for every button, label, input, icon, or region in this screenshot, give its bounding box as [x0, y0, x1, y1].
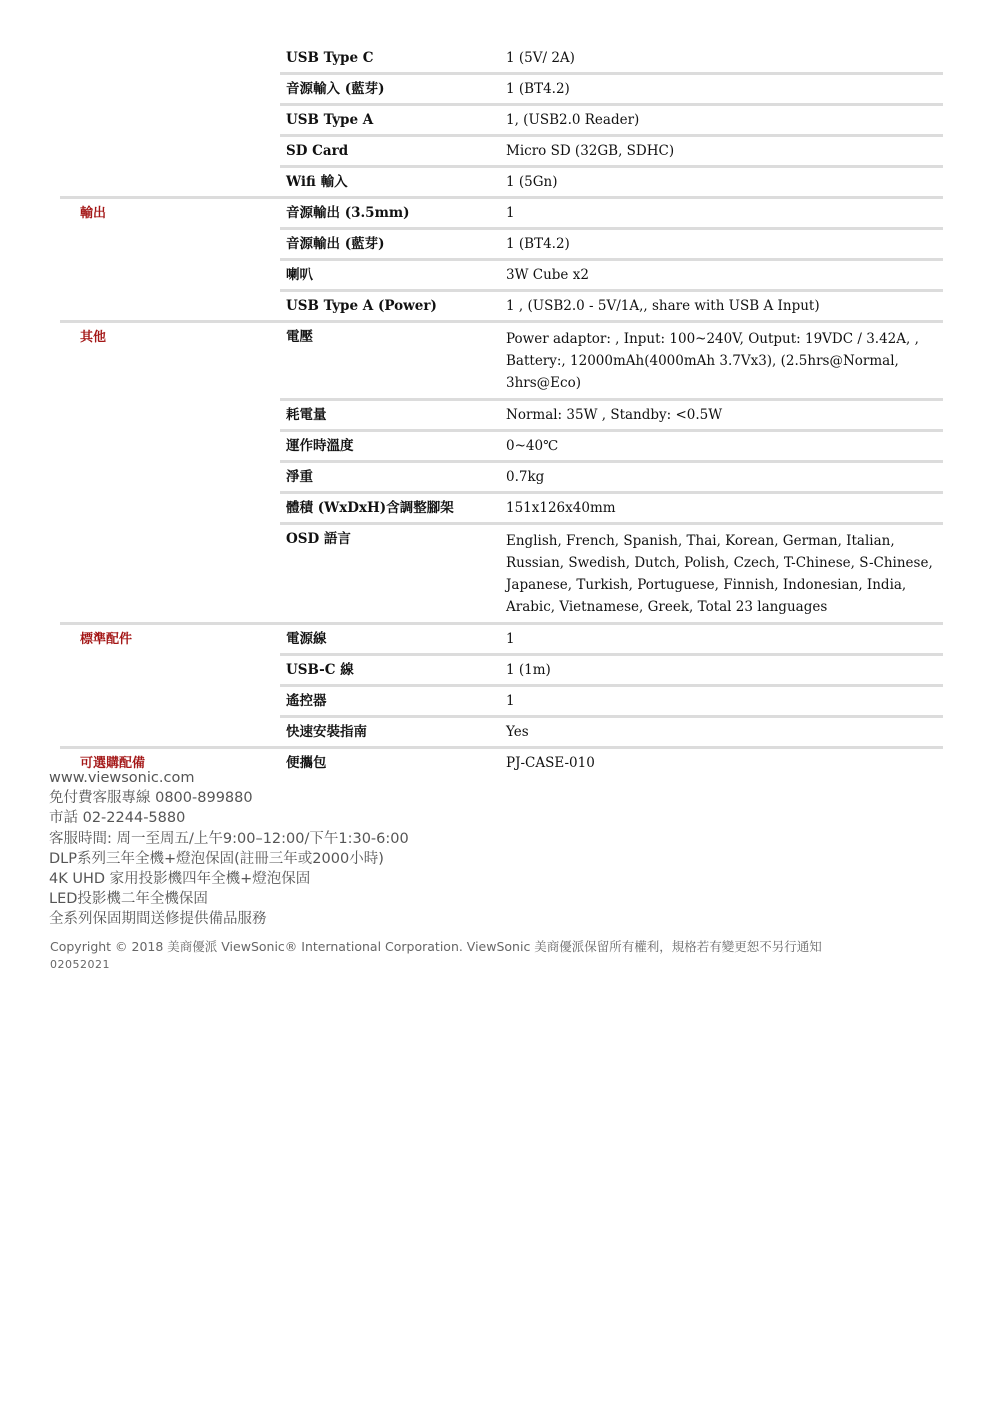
spec-label: 喇叭 [286, 267, 313, 283]
spec-row [280, 684, 943, 715]
spec-value: 1 (5V/ 2A) [506, 50, 575, 66]
spec-category-label [60, 44, 280, 196]
spec-row [280, 460, 943, 491]
spec-row [280, 103, 943, 134]
spec-value: English, French, Spanish, Thai, Korean, German, Italian, Russian, Swedish, Dutch, Polish, Czech, T-Chinese, S-Chinese, Japanese, Turkish, Portuguese, Finnish, Indonesian, India, Arabic, Vietnamese, Greek, Total 23 languages [506, 533, 933, 615]
spec-group [60, 44, 943, 196]
service-hours-text: 客服時間: 周一至周五/上午9:00–12:00/下午1:30-6:00 [49, 830, 409, 847]
spec-label: OSD 語言 [286, 531, 351, 547]
spec-label: 音源輸出 (藍芽) [286, 236, 385, 252]
contact-info [49, 768, 409, 930]
spec-row [280, 227, 943, 258]
spec-row [280, 72, 943, 103]
spec-value: 1 (BT4.2) [506, 81, 570, 97]
spec-value: 1 (5Gn) [506, 174, 558, 190]
website-link[interactable]: www.viewsonic.com [49, 770, 195, 786]
spec-rows [280, 625, 943, 746]
spec-label: 電壓 [286, 329, 313, 345]
spec-label: USB Type A (Power) [286, 298, 437, 314]
spec-value: 1 (1m) [506, 662, 551, 678]
spec-row [280, 715, 943, 746]
spec-row [280, 199, 943, 227]
spec-label: 淨重 [286, 469, 313, 485]
local-phone-text: 市話 02-2244-5880 [49, 810, 186, 827]
loaner-service-text: 全系列保固期間送修提供備品服務 [49, 911, 267, 928]
spec-category-label: 其他 [80, 330, 107, 345]
spec-rows [280, 323, 943, 622]
spec-row [280, 134, 943, 165]
dlp-warranty-text: DLP系列三年全機+燈泡保固(註冊三年或2000小時) [49, 850, 384, 867]
spec-value: 3W Cube x2 [506, 267, 589, 283]
spec-table [60, 44, 943, 777]
copyright-notice: Copyright © 2018 美商優派 ViewSonic® International Corporation. ViewSonic 美商優派保留所有權利，規格若有變更恕不另行通知 [50, 939, 822, 954]
spec-row [280, 165, 943, 196]
spec-row [280, 44, 943, 72]
spec-value: Micro SD (32GB, SDHC) [506, 143, 675, 159]
spec-label: 快速安裝指南 [286, 724, 367, 740]
spec-row [280, 323, 943, 398]
spec-row [280, 429, 943, 460]
spec-label: 音源輸出 (3.5mm) [286, 205, 410, 221]
spec-value: Normal: 35W , Standby: <0.5W [506, 407, 723, 423]
hotline-text: 免付費客服專線 0800-899880 [49, 790, 253, 807]
spec-label: USB-C 線 [286, 662, 354, 678]
spec-row [280, 653, 943, 684]
spec-rows [280, 199, 943, 320]
spec-label: 耗電量 [286, 407, 327, 423]
spec-value: Yes [506, 724, 529, 740]
spec-label: 音源輸入 (藍芽) [286, 81, 385, 97]
spec-value: PJ-CASE-010 [506, 755, 595, 771]
spec-label: 運作時溫度 [286, 438, 354, 454]
spec-row [280, 398, 943, 429]
led-warranty-text: LED投影機二年全機保固 [49, 891, 208, 908]
spec-value: Power adaptor: , Input: 100~240V, Output: 19VDC / 3.42A, , Battery:, 12000mAh(4000mAh 3.7Vx3), (2.5hrs@Normal, 3hrs@Eco) [506, 331, 919, 391]
document-id: 02052021 [50, 958, 110, 971]
spec-label: USB Type C [286, 50, 374, 66]
spec-label: 電源線 [286, 631, 327, 647]
spec-value: 1 (BT4.2) [506, 236, 570, 252]
spec-value: 1 [506, 205, 515, 221]
spec-category-label: 標準配件 [80, 632, 133, 647]
spec-value: 1 , (USB2.0 - 5V/1A,, share with USB A Input) [506, 298, 820, 314]
spec-value: 1 [506, 631, 515, 647]
spec-group [60, 622, 943, 746]
spec-label: Wifi 輸入 [286, 174, 348, 190]
spec-value: 151x126x40mm [506, 500, 616, 516]
spec-value: 1 [506, 693, 515, 709]
spec-rows [280, 44, 943, 196]
spec-label: 遙控器 [286, 693, 327, 709]
spec-row [280, 289, 943, 320]
spec-label: USB Type A [286, 112, 374, 128]
spec-row [280, 258, 943, 289]
spec-label: SD Card [286, 143, 349, 159]
spec-value: 1, (USB2.0 Reader) [506, 112, 640, 128]
spec-value: 0.7kg [506, 469, 545, 485]
spec-label: 便攜包 [286, 755, 327, 771]
spec-label: 體積 (WxDxH)含調整腳架 [286, 500, 454, 516]
spec-category-label: 可選購配備 [80, 756, 146, 771]
spec-group [60, 320, 943, 622]
spec-row [280, 625, 943, 653]
spec-category-label: 輸出 [80, 206, 107, 221]
spec-group [60, 196, 943, 320]
uhd-warranty-text: 4K UHD 家用投影機四年全機+燈泡保固 [49, 871, 311, 888]
spec-row [280, 491, 943, 522]
spec-row [280, 522, 943, 622]
spec-value: 0~40℃ [506, 438, 559, 454]
